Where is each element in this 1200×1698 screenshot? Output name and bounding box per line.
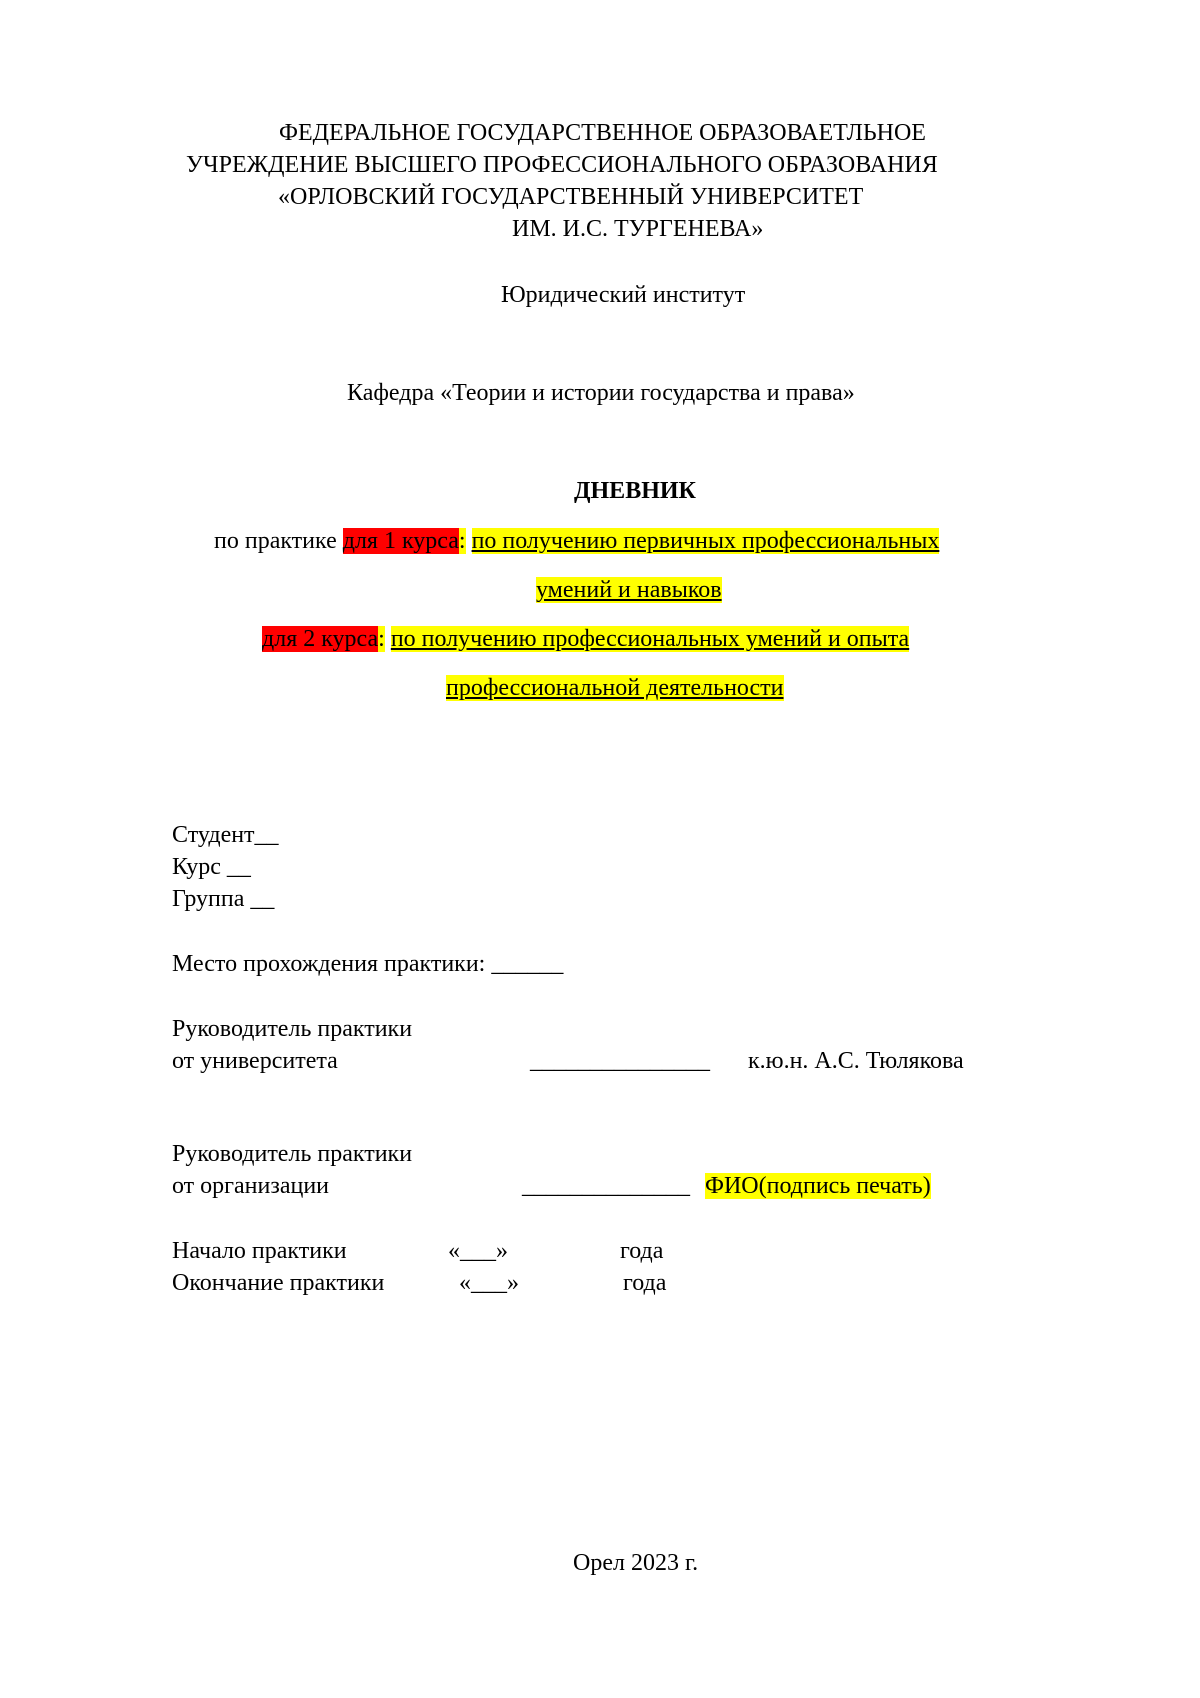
org-head-label-2: от организации xyxy=(172,1173,330,1199)
course1-text-a: по получению первичных профессиональных xyxy=(471,528,940,554)
univ-head-name: к.ю.н. А.С. Тюлякова xyxy=(748,1048,964,1074)
univ-head-signature-blank: _______________ xyxy=(530,1048,710,1074)
org-head-name-text: ФИО(подпись печать) xyxy=(705,1173,931,1199)
end-year: года xyxy=(623,1270,667,1296)
start-date: «___» xyxy=(448,1238,508,1264)
org-head-name xyxy=(705,1171,931,1201)
department-name: Кафедра «Теории и истории государства и права» xyxy=(347,380,855,406)
group-field: Группа __ xyxy=(172,886,275,912)
header-line-3: «ОРЛОВСКИЙ ГОСУДАРСТВЕННЫЙ УНИВЕРСИТЕТ xyxy=(278,184,864,210)
org-head-signature-blank: ______________ xyxy=(522,1173,690,1199)
end-label: Окончание практики xyxy=(172,1270,385,1296)
practice-line-3 xyxy=(262,624,909,654)
footer-city-year: Орел 2023 г. xyxy=(573,1550,699,1576)
start-label: Начало практики xyxy=(172,1238,347,1264)
header-line-2: УЧРЕЖДЕНИЕ ВЫСШЕГО ПРОФЕССИОНАЛЬНОГО ОБРАЗОВАНИЯ xyxy=(186,152,938,178)
univ-head-label-2: от университета xyxy=(172,1048,338,1074)
course-field: Курс __ xyxy=(172,854,251,880)
practice-line-1 xyxy=(214,526,939,556)
course2-text-a: по получению профессиональных умений и опыта xyxy=(390,626,910,652)
document-title: ДНЕВНИК xyxy=(574,478,696,504)
practice-line-2 xyxy=(536,575,722,605)
student-field: Студент__ xyxy=(172,822,279,848)
course1-text-b: умений и навыков xyxy=(536,577,722,603)
practice-prefix: по практике xyxy=(214,528,343,554)
course2-label: для 2 курса xyxy=(262,626,379,652)
header-line-1: ФЕДЕРАЛЬНОЕ ГОСУДАРСТВЕННОЕ ОБРАЗОВАЕТЛЬНОЕ xyxy=(279,120,926,146)
place-field: Место прохождения практики: ______ xyxy=(172,951,564,977)
course1-colon: : xyxy=(458,528,466,554)
course2-colon: : xyxy=(378,626,385,652)
org-head-label-1: Руководитель практики xyxy=(172,1141,413,1167)
institute-name: Юридический институт xyxy=(501,282,746,308)
start-year: года xyxy=(620,1238,664,1264)
header-line-4: ИМ. И.С. ТУРГЕНЕВА» xyxy=(512,216,764,242)
end-date: «___» xyxy=(459,1270,519,1296)
course1-label: для 1 курса xyxy=(342,528,459,554)
practice-line-4 xyxy=(446,673,784,703)
course2-text-b: профессиональной деятельности xyxy=(446,675,784,701)
univ-head-label-1: Руководитель практики xyxy=(172,1016,413,1042)
